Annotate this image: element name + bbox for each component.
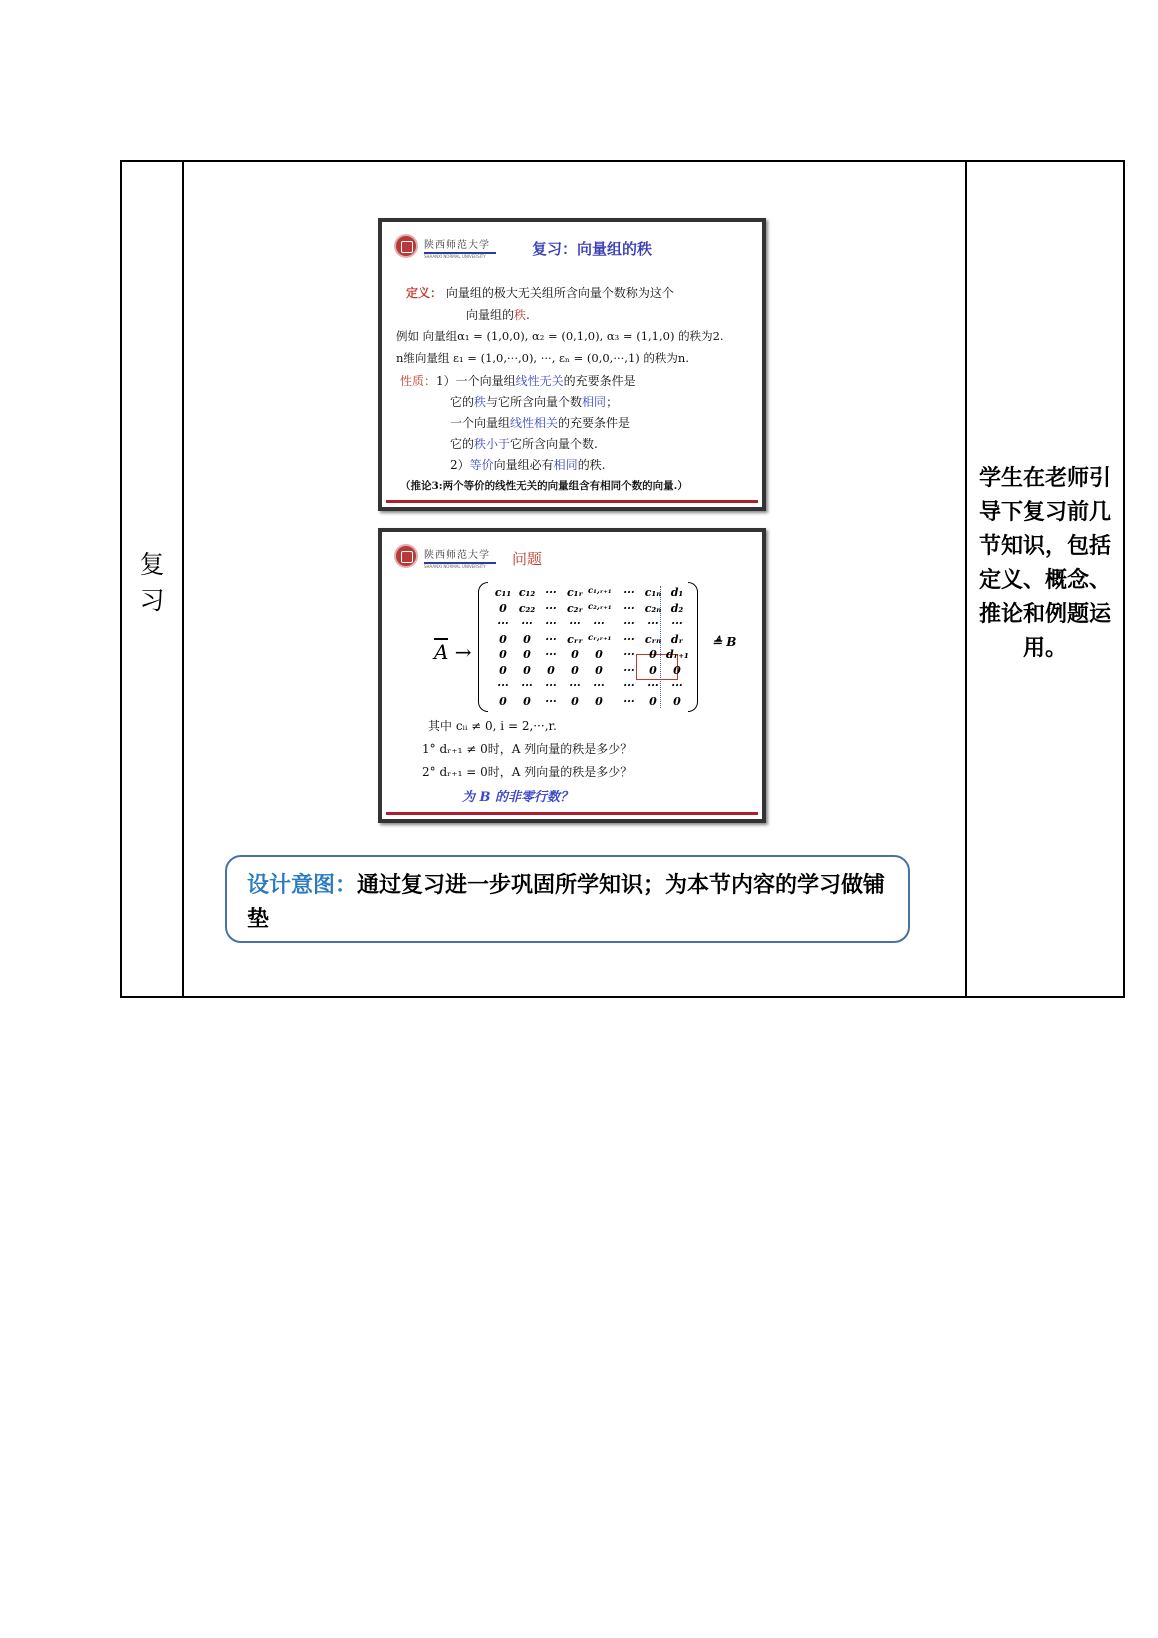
matrix-cell: 0 — [649, 663, 657, 677]
university-sub: SHAANXI NORMAL UNIVERSITY — [424, 254, 486, 259]
matrix-cell: ··· — [545, 586, 557, 599]
matrix-cell: dᵣ₊₁ — [666, 648, 689, 661]
matrix-cell: cᵣₙ — [644, 632, 662, 646]
university-logo-icon — [394, 544, 418, 568]
matrix-cell: 0 — [499, 648, 507, 661]
property-5-pre: 2） — [450, 458, 470, 472]
matrix-cell: ··· — [497, 617, 509, 630]
matrix-cell: ··· — [521, 617, 533, 630]
property-line-3 — [450, 414, 630, 431]
matrix-cell: c₂ₙ — [644, 601, 662, 615]
matrix-cell: ··· — [545, 648, 557, 661]
matrix-cell: c₂₂ — [518, 601, 536, 615]
matrix-arrow-label — [434, 640, 472, 664]
matrix-cell: 0 — [673, 663, 681, 677]
property-4-key: 秩小于 — [474, 437, 511, 451]
property-3-key: 线性相关 — [510, 416, 559, 430]
design-intent-content: 通过复习进一步巩固所学知识；为本节内容的学习做铺垫 — [247, 873, 886, 932]
matrix-cell: ··· — [545, 617, 557, 630]
matrix-cell: ··· — [647, 617, 659, 630]
matrix-cell: 0 — [499, 694, 507, 708]
matrix-cell: cᵣᵣ — [567, 632, 583, 646]
definition-keyword: 秩 — [514, 308, 527, 322]
property-5-mid: 向量组必有 — [493, 458, 554, 472]
property-3-post: 的充要条件是 — [558, 416, 631, 430]
matrix-cell: ··· — [623, 663, 635, 677]
matrix-cell: 0 — [499, 601, 507, 615]
matrix-cell: 0 — [499, 663, 507, 677]
slide-footer-bar — [386, 812, 758, 815]
matrix-cell: 0 — [595, 648, 603, 661]
overline — [434, 638, 448, 640]
property-4-pre: 它的 — [450, 437, 475, 451]
matrix-cell: ··· — [593, 617, 605, 630]
matrix-cell: ··· — [545, 694, 557, 708]
property-line-1 — [400, 372, 636, 389]
matrix-cell: ··· — [545, 632, 557, 646]
matrix-cell: c₁₂ — [518, 586, 536, 599]
matrix-cell: c₁,ᵣ₊₁ — [588, 586, 612, 596]
property-5-post: 的秩. — [577, 458, 606, 472]
design-intent-text — [247, 869, 886, 937]
definition-period: . — [526, 308, 530, 322]
matrix-cell: c₁ₙ — [644, 586, 662, 599]
matrix-cell: ··· — [671, 617, 683, 630]
matrix-cell: ··· — [521, 679, 533, 692]
augmented-matrix — [478, 582, 698, 712]
property-1-pre: 1）一个向量组 — [436, 374, 516, 388]
matrix-cell: ··· — [623, 648, 635, 661]
student-activity-text: 学生在老师引导下复习前几节知识，包括定义、概念、推论和例题运用。 — [978, 466, 1111, 661]
equals-b-label: ≜ B — [712, 635, 737, 649]
property-5-key2: 相同 — [553, 458, 578, 472]
university-sub: SHAANXI NORMAL UNIVERSITY — [424, 564, 486, 569]
matrix-cell: cᵣ,ᵣ₊₁ — [588, 632, 612, 643]
matrix-cell: 0 — [523, 694, 531, 708]
matrix-cell: ··· — [545, 679, 557, 692]
matrix-cell: c₂ᵣ — [566, 601, 584, 615]
definition-line-1 — [406, 284, 674, 301]
matrix-cell: 0 — [499, 632, 507, 646]
matrix-cell: ··· — [623, 617, 635, 630]
condition-line: 其中 cᵢᵢ ≠ 0, i = 2,···,r. — [428, 719, 557, 733]
matrix-cell: 0 — [649, 694, 657, 708]
property-5-key1: 等价 — [469, 458, 494, 472]
stage-char-2: 习 — [139, 586, 165, 615]
student-activity-column — [965, 162, 1123, 996]
matrix-cell: 0 — [523, 663, 531, 677]
matrix-cell: ··· — [623, 679, 635, 692]
property-1-post: 的充要条件是 — [563, 374, 636, 388]
matrix-cell: ··· — [569, 617, 581, 630]
definition-label: 定义： — [406, 286, 443, 300]
slide-header — [390, 542, 754, 572]
matrix-cell: ··· — [623, 632, 635, 646]
matrix-cell: dᵣ — [670, 632, 684, 646]
slide-rank-review — [378, 218, 766, 511]
matrix-cell: ··· — [593, 679, 605, 692]
matrix-left-paren — [478, 582, 488, 712]
property-2-key2: 相同 — [582, 395, 607, 409]
matrix-cell: 0 — [547, 663, 555, 677]
property-1-key: 线性无关 — [515, 374, 564, 388]
definition-line-2 — [466, 306, 530, 323]
matrix-cell: ··· — [497, 679, 509, 692]
matrix-cell: c₂,ᵣ₊₁ — [588, 601, 612, 612]
slide-footer-bar — [386, 500, 758, 503]
matrix-cell: 0 — [595, 694, 603, 708]
stage-char-1: 复 — [139, 550, 165, 579]
answer-line: 为 B 的非零行数？ — [462, 790, 574, 805]
property-2-key1: 秩 — [474, 395, 487, 409]
matrix-cell: 0 — [649, 648, 657, 661]
design-intent-label: 设计意图： — [247, 873, 358, 898]
matrix-cell: c₁ᵣ — [566, 586, 584, 599]
matrix-cell: ··· — [623, 601, 635, 615]
matrix-cell: ··· — [671, 679, 683, 692]
definition-text-2: 向量组的 — [466, 308, 515, 322]
matrix-cell: ··· — [545, 601, 557, 615]
example-line-2: n维向量组 ε₁ = (1,0,···,0), ···, εₙ = (0,0,···,1) 的秩为n. — [396, 351, 689, 365]
property-2-post: ； — [606, 395, 619, 409]
matrix-cell: 0 — [595, 663, 603, 677]
matrix-cell: c₁₁ — [494, 586, 512, 599]
university-name: 陕西师范大学 — [424, 550, 490, 561]
arrow-text: A → — [434, 640, 472, 664]
property-2-pre: 它的 — [450, 395, 475, 409]
matrix-cell: 0 — [571, 694, 579, 708]
matrix-right-paren — [688, 582, 698, 712]
property-line-2 — [450, 393, 618, 410]
university-name: 陕西师范大学 — [424, 240, 490, 251]
slide-question — [378, 528, 766, 823]
definition-text-1: 向量组的极大无关组所含向量个数称为这个 — [445, 286, 674, 300]
matrix-cell: ··· — [569, 679, 581, 692]
matrix-cell: d₂ — [670, 601, 684, 615]
slide-title: 问题 — [512, 550, 543, 568]
slide-header — [390, 232, 754, 262]
matrix-cell: 0 — [523, 632, 531, 646]
property-line-5 — [450, 456, 606, 473]
university-logo-icon — [394, 234, 418, 258]
matrix-cell: ··· — [623, 694, 635, 708]
matrix-cell: ··· — [623, 586, 635, 599]
stage-column — [122, 162, 184, 996]
matrix-cell: ··· — [647, 679, 659, 692]
question-1: 1° dᵣ₊₁ ≠ 0时，A 列向量的秩是多少？ — [422, 742, 633, 756]
matrix-cell: 0 — [571, 648, 579, 661]
property-3-pre: 一个向量组 — [450, 416, 511, 430]
property-4-post: 它所含向量个数. — [510, 437, 598, 451]
matrix-cell: d₁ — [670, 586, 684, 599]
question-2: 2° dᵣ₊₁ = 0时，A 列向量的秩是多少？ — [422, 765, 633, 779]
matrix-cell: 0 — [571, 663, 579, 677]
example-line-1: 例如 向量组α₁ = (1,0,0), α₂ = (0,1,0), α₃ = (1,1,0) 的秩为2. — [396, 329, 724, 343]
property-line-4 — [450, 435, 598, 452]
property-2-mid: 与它所含向量个数 — [486, 395, 583, 409]
corollary-line: （推论3:两个等价的线性无关的向量组含有相同个数的向量.） — [400, 480, 688, 492]
property-label: 性质： — [400, 374, 437, 388]
slide-title: 复习：向量组的秩 — [532, 240, 653, 258]
stage-label — [122, 547, 182, 619]
matrix-cell: 0 — [673, 694, 681, 708]
matrix-cell: 0 — [523, 648, 531, 661]
design-intent-box — [225, 855, 910, 943]
